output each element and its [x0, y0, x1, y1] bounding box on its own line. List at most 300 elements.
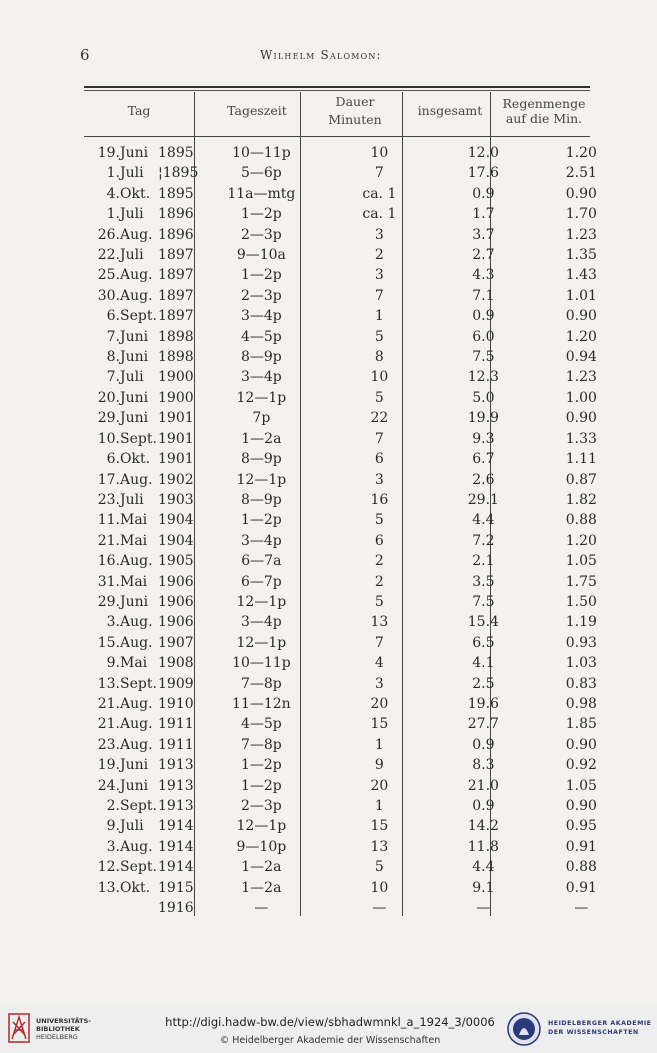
regenmenge-cell: 1.85 [565, 716, 597, 733]
date-month-cell: Okt. [120, 185, 151, 202]
date-year-cell: 1906 [158, 593, 194, 610]
date-month-cell: Sept. [120, 308, 157, 325]
date-day-cell: 29. [97, 593, 120, 610]
date-day-cell: 7. [106, 369, 120, 386]
insgesamt-cell: 7.2 [472, 532, 495, 549]
column-header-dauer [300, 93, 410, 129]
dauer-cell: 13 [370, 614, 389, 631]
tageszeit-cell: 1—2a [241, 879, 282, 896]
insgesamt-cell: 4.4 [472, 512, 495, 529]
insgesamt-cell: 14.2 [467, 818, 499, 835]
insgesamt-cell: 19.9 [467, 410, 499, 427]
table-top-rule-thin [84, 90, 590, 91]
date-day-cell: 9. [106, 818, 120, 835]
insgesamt-cell: 6.7 [472, 451, 495, 468]
date-day-cell: 26. [97, 226, 120, 243]
regenmenge-cell: 0.88 [565, 512, 597, 529]
table-row [84, 449, 630, 469]
dauer-cell: 1 [374, 736, 384, 753]
date-day-cell: 7. [106, 328, 120, 345]
dauer-cell: 7 [374, 634, 384, 651]
date-month-cell: Aug. [120, 267, 153, 284]
academy-seal-icon [506, 1011, 542, 1047]
date-day-cell: 31. [97, 573, 120, 590]
regenmenge-cell: 1.05 [565, 553, 597, 570]
table-row [84, 408, 630, 428]
table-row [84, 306, 630, 326]
tageszeit-cell: 3—4p [240, 369, 282, 386]
dauer-cell: — [372, 900, 387, 917]
table-row [84, 490, 630, 510]
dauer-cell: 3 [374, 226, 384, 243]
regenmenge-cell: 1.23 [565, 226, 597, 243]
regenmenge-cell: 1.50 [565, 593, 597, 610]
dauer-cell: 20 [370, 777, 389, 794]
date-day-cell: 4. [106, 185, 120, 202]
column-header-tag: Tag [127, 103, 151, 118]
date-day-cell: 2. [106, 798, 120, 814]
date-month-cell: Juni [120, 328, 149, 345]
date-day-cell: 21. [97, 716, 120, 733]
date-month-cell: Juli [120, 369, 144, 386]
table-row [84, 633, 630, 653]
insgesamt-cell: 4.4 [472, 859, 495, 876]
rainfall-table [84, 143, 630, 918]
date-month-cell: Aug. [120, 634, 153, 651]
date-year-cell: ¦1895 [158, 165, 199, 182]
insgesamt-cell: 12.0 [467, 145, 499, 161]
tageszeit-cell: 3—4p [240, 308, 282, 325]
tageszeit-cell: 7—8p [240, 675, 282, 692]
insgesamt-cell: 8.3 [472, 757, 495, 774]
tageszeit-cell: 1—2a [241, 859, 282, 876]
tageszeit-cell: 8—9p [240, 491, 282, 508]
tageszeit-cell: 12—1p [236, 471, 287, 488]
table-row [84, 796, 630, 816]
date-day-cell: 17. [97, 471, 120, 488]
table-row [84, 510, 630, 530]
dauer-cell: 5 [374, 593, 384, 610]
dauer-cell: 20 [370, 695, 389, 712]
dauer-cell: 1 [374, 798, 384, 814]
dauer-cell: 1 [374, 308, 384, 325]
regenmenge-cell: 1.00 [565, 389, 597, 406]
table-row [84, 245, 630, 265]
dauer-cell: 15 [370, 818, 389, 835]
insgesamt-cell: 0.9 [472, 798, 495, 814]
date-month-cell: Aug. [120, 716, 153, 733]
date-day-cell: 21. [97, 532, 120, 549]
date-month-cell: Aug. [120, 695, 153, 712]
regenmenge-cell: 0.83 [565, 675, 597, 692]
tageszeit-cell: 3—4p [240, 614, 282, 631]
date-day-cell: 29. [97, 410, 120, 427]
insgesamt-cell: 12.3 [467, 369, 499, 386]
table-row [84, 225, 630, 245]
date-month-cell: Okt. [120, 879, 151, 896]
dauer-cell: 16 [370, 491, 389, 508]
insgesamt-cell: 1.7 [472, 206, 495, 223]
regenmenge-cell: 1.75 [565, 573, 597, 590]
date-day-cell: 25. [97, 267, 120, 284]
insgesamt-cell: 6.0 [472, 328, 495, 345]
date-year-cell: 1914 [158, 838, 194, 855]
insgesamt-cell: 19.6 [467, 695, 499, 712]
dauer-cell: 10 [370, 145, 389, 161]
tageszeit-cell: 12—1p [236, 634, 287, 651]
tageszeit-cell: — [254, 900, 269, 917]
date-month-cell: Juli [120, 818, 144, 835]
copyright-notice: © Heidelberger Akademie der Wissenschaften [219, 1035, 441, 1046]
date-day-cell: 19. [97, 145, 120, 161]
library-line3: HEIDELBERG [36, 1033, 78, 1041]
date-year-cell: 1895 [158, 185, 194, 202]
table-row [84, 878, 630, 898]
table-row [84, 265, 630, 285]
insgesamt-cell: 15.4 [467, 614, 499, 631]
date-month-cell: Mai [120, 512, 148, 529]
tageszeit-cell: 10—11p [232, 655, 291, 672]
regenmenge-cell: — [574, 900, 589, 917]
regenmenge-cell: 1.11 [565, 451, 597, 468]
column-header-dauer-line2: Minuten [328, 112, 382, 127]
date-day-cell: 11. [97, 512, 120, 529]
table-row [84, 694, 630, 714]
date-year-cell: 1897 [158, 287, 194, 304]
date-year-cell: 1906 [158, 614, 194, 631]
academy-line2: DER WISSENSCHAFTEN [548, 1029, 639, 1036]
dauer-cell: 10 [370, 879, 389, 896]
column-header-insgesamt: insgesamt [417, 103, 483, 118]
date-day-cell: 3. [106, 838, 120, 855]
date-month-cell: Sept. [120, 859, 157, 876]
tageszeit-cell: 12—1p [236, 818, 287, 835]
insgesamt-cell: 4.1 [472, 655, 495, 672]
table-row [84, 470, 630, 490]
regenmenge-cell: 0.93 [565, 634, 597, 651]
tageszeit-cell: 6—7p [240, 573, 282, 590]
column-header-tageszeit: Tageszeit [227, 103, 287, 118]
insgesamt-cell: 7.5 [472, 593, 495, 610]
regenmenge-cell: 0.90 [565, 308, 597, 325]
permalink-url[interactable]: http://digi.hadw-bw.de/view/sbhadwmnkl_a_1924_3/0006 [165, 1015, 495, 1029]
tageszeit-cell: 2—3p [240, 287, 282, 304]
regenmenge-cell: 0.90 [565, 185, 597, 202]
date-month-cell: Aug. [120, 471, 153, 488]
insgesamt-cell: 7.1 [472, 287, 495, 304]
date-year-cell: 1908 [158, 655, 194, 672]
table-row [84, 327, 630, 347]
tageszeit-cell: 11—12n [232, 695, 291, 712]
tageszeit-cell: 4—5p [240, 716, 282, 733]
insgesamt-cell: 7.5 [472, 349, 495, 366]
date-year-cell: 1897 [158, 247, 194, 264]
regenmenge-cell: 1.43 [565, 267, 597, 284]
dauer-cell: 3 [374, 675, 384, 692]
table-row [84, 857, 630, 877]
university-library-logo-icon [8, 1013, 30, 1043]
date-day-cell: 24. [97, 777, 120, 794]
table-row [84, 184, 630, 204]
date-year-cell: 1914 [158, 818, 194, 835]
regenmenge-cell: 1.35 [565, 247, 597, 264]
insgesamt-cell: 27.7 [467, 716, 499, 733]
dauer-cell: 15 [370, 716, 389, 733]
insgesamt-cell: 2.6 [472, 471, 495, 488]
insgesamt-cell: 2.5 [472, 675, 495, 692]
date-year-cell: 1896 [158, 206, 194, 223]
date-day-cell: 22. [97, 247, 120, 264]
date-month-cell [120, 898, 158, 918]
date-year-cell: 1910 [158, 695, 194, 712]
date-year-cell: 1907 [158, 634, 194, 651]
regenmenge-cell: 0.87 [565, 471, 597, 488]
tageszeit-cell: 7p [252, 410, 271, 427]
date-month-cell: Juni [120, 593, 149, 610]
tageszeit-cell: 2—3p [240, 798, 282, 814]
date-year-cell: 1901 [158, 410, 194, 427]
date-year-cell: 1898 [158, 328, 194, 345]
table-row [84, 367, 630, 387]
date-month-cell: Sept. [120, 430, 157, 447]
date-year-cell: 1897 [158, 308, 194, 325]
date-day-cell: 1. [106, 206, 120, 223]
date-month-cell: Juli [120, 165, 144, 182]
date-month-cell: Juli [120, 206, 144, 223]
dauer-cell: ca. 1 [362, 185, 397, 202]
date-year-cell: 1904 [158, 532, 194, 549]
insgesamt-cell: 3.7 [472, 226, 495, 243]
date-day-cell: 10. [97, 430, 120, 447]
date-day-cell: 8. [106, 349, 120, 366]
page-number: 6 [80, 46, 90, 64]
date-month-cell: Juni [120, 777, 149, 794]
regenmenge-cell: 0.90 [565, 736, 597, 753]
date-day-cell: 16. [97, 553, 120, 570]
insgesamt-cell: 5.0 [472, 389, 495, 406]
column-header-dauer-line1: Dauer [335, 94, 375, 109]
tageszeit-cell: 8—9p [240, 349, 282, 366]
table-row [84, 592, 630, 612]
date-month-cell: Sept. [120, 675, 157, 692]
date-month-cell: Mai [120, 532, 148, 549]
date-year-cell: 1903 [158, 491, 194, 508]
tageszeit-cell: 7—8p [240, 736, 282, 753]
tageszeit-cell: 1—2p [240, 512, 282, 529]
tageszeit-cell: 1—2p [240, 206, 282, 223]
dauer-cell: 2 [374, 247, 384, 264]
table-top-rule [84, 86, 590, 88]
tageszeit-cell: 8—9p [240, 451, 282, 468]
regenmenge-cell: 1.01 [565, 287, 597, 304]
regenmenge-cell: 1.33 [565, 430, 597, 447]
dauer-cell: 2 [374, 573, 384, 590]
date-day-cell [84, 898, 120, 918]
date-day-cell: 15. [97, 634, 120, 651]
table-row [84, 143, 630, 163]
date-year-cell: 1905 [158, 553, 194, 570]
date-day-cell: 13. [97, 879, 120, 896]
regenmenge-cell: 0.91 [565, 838, 597, 855]
regenmenge-cell: 1.19 [565, 614, 597, 631]
table-row [84, 816, 630, 836]
dauer-cell: 7 [374, 165, 384, 182]
date-month-cell: Juli [120, 247, 144, 264]
table-row [84, 551, 630, 571]
regenmenge-cell: 1.20 [565, 145, 597, 161]
regenmenge-cell: 1.03 [565, 655, 597, 672]
table-row [84, 674, 630, 694]
regenmenge-cell: 1.82 [565, 491, 597, 508]
date-day-cell: 1. [106, 165, 120, 182]
regenmenge-cell: 0.98 [565, 695, 597, 712]
date-day-cell: 23. [97, 491, 120, 508]
date-year-cell: 1902 [158, 471, 194, 488]
tageszeit-cell: 1—2p [240, 267, 282, 284]
date-year-cell: 1914 [158, 859, 194, 876]
date-day-cell: 13. [97, 675, 120, 692]
library-line2: BIBLIOTHEK [36, 1025, 80, 1033]
date-year-cell: 1906 [158, 573, 194, 590]
date-year-cell: 1915 [158, 879, 194, 896]
dauer-cell: 6 [374, 532, 384, 549]
table-row [84, 755, 630, 775]
date-month-cell: Sept. [120, 798, 157, 814]
insgesamt-cell: 0.9 [472, 185, 495, 202]
tageszeit-cell: 9—10p [236, 838, 287, 855]
insgesamt-cell: 21.0 [467, 777, 499, 794]
regenmenge-cell: 0.90 [565, 798, 597, 814]
insgesamt-cell: 29.1 [467, 491, 499, 508]
table-row [84, 572, 630, 592]
tageszeit-cell: 12—1p [236, 593, 287, 610]
date-month-cell: Mai [120, 573, 148, 590]
regenmenge-cell: 0.95 [565, 818, 597, 835]
date-year-cell: 1909 [158, 675, 194, 692]
regenmenge-cell: 0.88 [565, 859, 597, 876]
table-row [84, 163, 630, 183]
library-line1: UNIVERSITÄTS- [36, 1017, 91, 1025]
regenmenge-cell: 1.70 [565, 206, 597, 223]
dauer-cell: 3 [374, 471, 384, 488]
date-year-cell: 1913 [158, 798, 194, 814]
date-year-cell: 1916 [158, 900, 194, 917]
insgesamt-cell: 9.3 [472, 430, 495, 447]
insgesamt-cell: 11.8 [467, 838, 499, 855]
date-day-cell: 21. [97, 695, 120, 712]
date-year-cell: 1900 [158, 369, 194, 386]
university-library-name [36, 1017, 91, 1041]
tageszeit-cell: 11a—mtg [227, 185, 296, 202]
insgesamt-cell: 3.5 [472, 573, 495, 590]
regenmenge-cell: 1.23 [565, 369, 597, 386]
date-year-cell: 1896 [158, 226, 194, 243]
table-row [84, 347, 630, 367]
tageszeit-cell: 2—3p [240, 226, 282, 243]
dauer-cell: 4 [374, 655, 384, 672]
table-header-rule [84, 136, 590, 137]
table-row [84, 531, 630, 551]
dauer-cell: 5 [374, 389, 384, 406]
date-day-cell: 3. [106, 614, 120, 631]
regenmenge-cell: 1.20 [565, 532, 597, 549]
insgesamt-cell: 4.3 [472, 267, 495, 284]
table-row [84, 714, 630, 734]
regenmenge-cell: 2.51 [565, 165, 597, 182]
date-month-cell: Aug. [120, 838, 153, 855]
dauer-cell: ca. 1 [362, 206, 397, 223]
date-year-cell: 1900 [158, 389, 194, 406]
dauer-cell: 13 [370, 838, 389, 855]
insgesamt-cell: 17.6 [467, 165, 499, 182]
dauer-cell: 5 [374, 328, 384, 345]
column-header-rate [490, 96, 598, 126]
regenmenge-cell: 1.05 [565, 777, 597, 794]
date-year-cell: 1913 [158, 757, 194, 774]
date-month-cell: Juni [120, 410, 149, 427]
date-month-cell: Aug. [120, 226, 153, 243]
date-month-cell: Juni [120, 145, 149, 161]
date-day-cell: 30. [97, 287, 120, 304]
date-day-cell: 23. [97, 736, 120, 753]
date-year-cell: 1897 [158, 267, 194, 284]
date-day-cell: 19. [97, 757, 120, 774]
date-year-cell: 1911 [158, 716, 194, 733]
table-row [84, 204, 630, 224]
date-month-cell: Juli [120, 491, 144, 508]
regenmenge-cell: 0.91 [565, 879, 597, 896]
table-row [84, 898, 630, 918]
table-row [84, 776, 630, 796]
table-row [84, 429, 630, 449]
tageszeit-cell: 1—2a [241, 430, 282, 447]
date-month-cell: Juni [120, 349, 149, 366]
insgesamt-cell: 6.5 [472, 634, 495, 651]
date-day-cell: 6. [106, 308, 120, 325]
tageszeit-cell: 5—6p [240, 165, 282, 182]
date-month-cell: Aug. [120, 736, 153, 753]
tageszeit-cell: 1—2p [240, 757, 282, 774]
date-month-cell: Okt. [120, 451, 151, 468]
date-month-cell: Aug. [120, 287, 153, 304]
insgesamt-cell: 0.9 [472, 736, 495, 753]
date-day-cell: 12. [97, 859, 120, 876]
column-header-rate-line1: Regenmenge [502, 96, 586, 111]
insgesamt-cell: — [476, 900, 491, 917]
dauer-cell: 10 [370, 369, 389, 386]
regenmenge-cell: 0.90 [565, 410, 597, 427]
table-row [84, 837, 630, 857]
dauer-cell: 22 [370, 410, 389, 427]
regenmenge-cell: 0.92 [565, 757, 597, 774]
dauer-cell: 8 [374, 349, 384, 366]
table-row [84, 388, 630, 408]
tageszeit-cell: 6—7a [241, 553, 282, 570]
tageszeit-cell: 9—10a [236, 247, 286, 264]
date-year-cell: 1901 [158, 451, 194, 468]
footer-bar [0, 1005, 657, 1053]
dauer-cell: 5 [374, 859, 384, 876]
insgesamt-cell: 9.1 [472, 879, 495, 896]
academy-name [548, 1019, 651, 1037]
academy-line1: HEIDELBERGER AKADEMIE [548, 1020, 652, 1027]
date-month-cell: Mai [120, 655, 148, 672]
regenmenge-cell: 1.20 [565, 328, 597, 345]
date-year-cell: 1911 [158, 736, 194, 753]
date-month-cell: Juni [120, 389, 149, 406]
dauer-cell: 7 [374, 287, 384, 304]
tageszeit-cell: 4—5p [240, 328, 282, 345]
